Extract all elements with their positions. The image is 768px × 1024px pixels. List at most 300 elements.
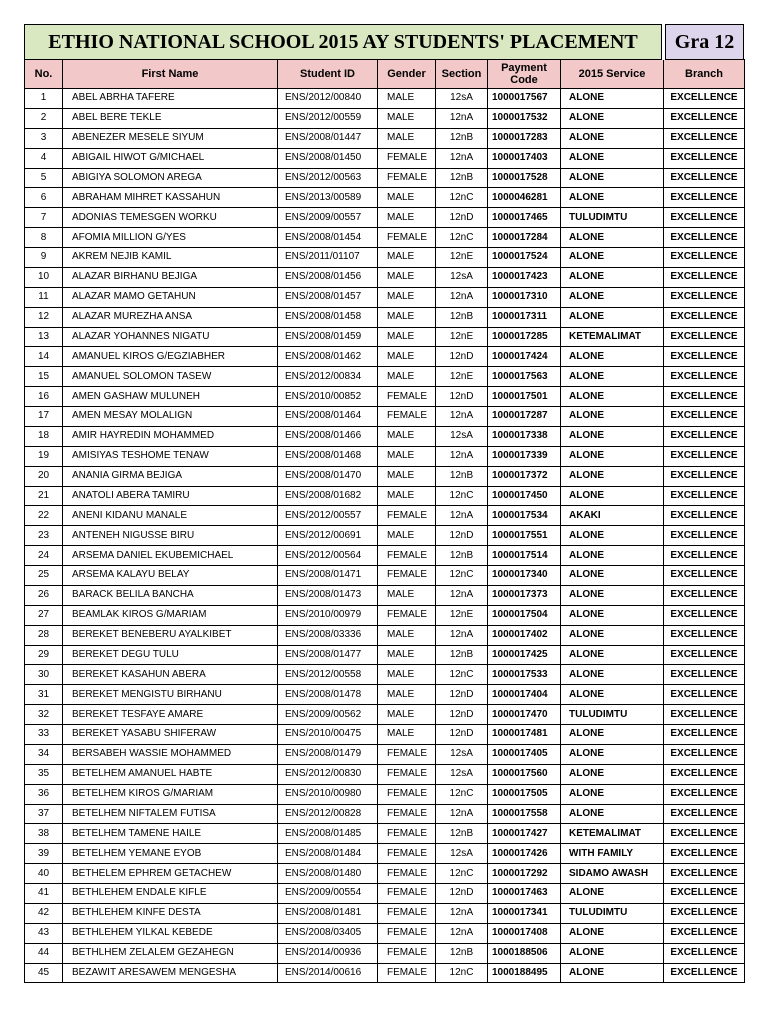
section-cell: 12nB bbox=[436, 168, 488, 188]
row-number: 22 bbox=[25, 506, 63, 526]
placement-table bbox=[24, 59, 745, 983]
payment-code-cell: 1000017534 bbox=[488, 506, 561, 526]
row-number: 15 bbox=[25, 367, 63, 387]
section-cell: 12nA bbox=[436, 625, 488, 645]
first-name-cell: AMANUEL KIROS G/EGZIABHER bbox=[63, 347, 278, 367]
table-row bbox=[25, 387, 745, 407]
section-cell: 12nC bbox=[436, 228, 488, 248]
section-cell: 12nA bbox=[436, 506, 488, 526]
student-id-cell: ENS/2012/00834 bbox=[278, 367, 378, 387]
service-cell: ALONE bbox=[561, 426, 664, 446]
payment-code-cell: 1000017567 bbox=[488, 89, 561, 109]
student-id-cell: ENS/2008/01457 bbox=[278, 287, 378, 307]
first-name-cell: BEREKET BENEBERU AYALKIBET bbox=[63, 625, 278, 645]
table-row bbox=[25, 128, 745, 148]
table-row bbox=[25, 267, 745, 287]
section-cell: 12nE bbox=[436, 367, 488, 387]
gender-cell: FEMALE bbox=[378, 744, 436, 764]
service-cell: ALONE bbox=[561, 367, 664, 387]
student-id-cell: ENS/2014/00616 bbox=[278, 963, 378, 983]
student-id-cell: ENS/2008/01458 bbox=[278, 307, 378, 327]
table-row bbox=[25, 784, 745, 804]
gender-cell: MALE bbox=[378, 486, 436, 506]
service-cell: ALONE bbox=[561, 605, 664, 625]
first-name-cell: ABENEZER MESELE SIYUM bbox=[63, 128, 278, 148]
first-name-cell: BEZAWIT ARESAWEM MENGESHA bbox=[63, 963, 278, 983]
first-name-cell: ANATOLI ABERA TAMIRU bbox=[63, 486, 278, 506]
col-header-service: 2015 Service bbox=[561, 60, 664, 89]
section-cell: 12nC bbox=[436, 486, 488, 506]
payment-code-cell: 1000017373 bbox=[488, 585, 561, 605]
gender-cell: MALE bbox=[378, 625, 436, 645]
branch-cell: EXCELLENCE bbox=[664, 645, 745, 665]
branch-cell: EXCELLENCE bbox=[664, 804, 745, 824]
table-row bbox=[25, 605, 745, 625]
branch-cell: EXCELLENCE bbox=[664, 665, 745, 685]
first-name-cell: ANANIA GIRMA BEJIGA bbox=[63, 466, 278, 486]
section-cell: 12nD bbox=[436, 387, 488, 407]
payment-code-cell: 1000017339 bbox=[488, 446, 561, 466]
first-name-cell: ALAZAR BIRHANU BEJIGA bbox=[63, 267, 278, 287]
first-name-cell: BETHLEHEM ENDALE KIFLE bbox=[63, 884, 278, 904]
gender-cell: MALE bbox=[378, 526, 436, 546]
row-number: 33 bbox=[25, 725, 63, 745]
gender-cell: MALE bbox=[378, 188, 436, 208]
gender-cell: MALE bbox=[378, 108, 436, 128]
table-row bbox=[25, 943, 745, 963]
student-id-cell: ENS/2012/00559 bbox=[278, 108, 378, 128]
row-number: 17 bbox=[25, 407, 63, 427]
table-row bbox=[25, 248, 745, 268]
first-name-cell: ABIGIYA SOLOMON AREGA bbox=[63, 168, 278, 188]
table-row bbox=[25, 168, 745, 188]
service-cell: ALONE bbox=[561, 228, 664, 248]
section-cell: 12nB bbox=[436, 466, 488, 486]
service-cell: ALONE bbox=[561, 665, 664, 685]
service-cell: ALONE bbox=[561, 347, 664, 367]
payment-code-cell: 1000017563 bbox=[488, 367, 561, 387]
table-row bbox=[25, 367, 745, 387]
payment-code-cell: 1000017426 bbox=[488, 844, 561, 864]
table-row bbox=[25, 208, 745, 228]
first-name-cell: AMANUEL SOLOMON TASEW bbox=[63, 367, 278, 387]
branch-cell: EXCELLENCE bbox=[664, 943, 745, 963]
payment-code-cell: 1000017310 bbox=[488, 287, 561, 307]
service-cell: ALONE bbox=[561, 387, 664, 407]
table-row bbox=[25, 804, 745, 824]
gender-cell: FEMALE bbox=[378, 148, 436, 168]
row-number: 23 bbox=[25, 526, 63, 546]
row-number: 8 bbox=[25, 228, 63, 248]
row-number: 10 bbox=[25, 267, 63, 287]
row-number: 29 bbox=[25, 645, 63, 665]
col-header-no: No. bbox=[25, 60, 63, 89]
branch-cell: EXCELLENCE bbox=[664, 387, 745, 407]
student-id-cell: ENS/2010/00852 bbox=[278, 387, 378, 407]
student-id-cell: ENS/2010/00980 bbox=[278, 784, 378, 804]
student-id-cell: ENS/2008/01481 bbox=[278, 903, 378, 923]
gender-cell: FEMALE bbox=[378, 963, 436, 983]
branch-cell: EXCELLENCE bbox=[664, 188, 745, 208]
section-cell: 12nB bbox=[436, 824, 488, 844]
table-row bbox=[25, 108, 745, 128]
gender-cell: MALE bbox=[378, 307, 436, 327]
row-number: 4 bbox=[25, 148, 63, 168]
student-id-cell: ENS/2010/00979 bbox=[278, 605, 378, 625]
gender-cell: MALE bbox=[378, 685, 436, 705]
section-cell: 12sA bbox=[436, 426, 488, 446]
row-number: 32 bbox=[25, 705, 63, 725]
gender-cell: FEMALE bbox=[378, 605, 436, 625]
first-name-cell: BETELHEM KIROS G/MARIAM bbox=[63, 784, 278, 804]
table-row bbox=[25, 506, 745, 526]
gender-cell: MALE bbox=[378, 585, 436, 605]
student-id-cell: ENS/2008/01471 bbox=[278, 566, 378, 586]
col-header-first-name: First Name bbox=[63, 60, 278, 89]
gender-cell: MALE bbox=[378, 208, 436, 228]
branch-cell: EXCELLENCE bbox=[664, 546, 745, 566]
row-number: 21 bbox=[25, 486, 63, 506]
col-header-section: Section bbox=[436, 60, 488, 89]
row-number: 9 bbox=[25, 248, 63, 268]
payment-code-cell: 1000017311 bbox=[488, 307, 561, 327]
gender-cell: MALE bbox=[378, 89, 436, 109]
payment-code-cell: 1000017501 bbox=[488, 387, 561, 407]
gender-cell: MALE bbox=[378, 725, 436, 745]
first-name-cell: AMEN MESAY MOLALIGN bbox=[63, 407, 278, 427]
first-name-cell: ARSEMA KALAYU BELAY bbox=[63, 566, 278, 586]
gender-cell: FEMALE bbox=[378, 407, 436, 427]
row-number: 37 bbox=[25, 804, 63, 824]
branch-cell: EXCELLENCE bbox=[664, 784, 745, 804]
table-row bbox=[25, 546, 745, 566]
branch-cell: EXCELLENCE bbox=[664, 466, 745, 486]
student-id-cell: ENS/2008/01456 bbox=[278, 267, 378, 287]
section-cell: 12nB bbox=[436, 546, 488, 566]
branch-cell: EXCELLENCE bbox=[664, 446, 745, 466]
table-row bbox=[25, 426, 745, 446]
first-name-cell: BETHLEHEM KINFE DESTA bbox=[63, 903, 278, 923]
table-row bbox=[25, 89, 745, 109]
first-name-cell: BEREKET KASAHUN ABERA bbox=[63, 665, 278, 685]
service-cell: ALONE bbox=[561, 585, 664, 605]
payment-code-cell: 1000017481 bbox=[488, 725, 561, 745]
first-name-cell: ARSEMA DANIEL EKUBEMICHAEL bbox=[63, 546, 278, 566]
table-row bbox=[25, 824, 745, 844]
branch-cell: EXCELLENCE bbox=[664, 506, 745, 526]
student-id-cell: ENS/2008/01470 bbox=[278, 466, 378, 486]
student-id-cell: ENS/2012/00564 bbox=[278, 546, 378, 566]
row-number: 45 bbox=[25, 963, 63, 983]
row-number: 30 bbox=[25, 665, 63, 685]
section-cell: 12nB bbox=[436, 128, 488, 148]
service-cell: ALONE bbox=[561, 168, 664, 188]
section-cell: 12nD bbox=[436, 347, 488, 367]
row-number: 31 bbox=[25, 685, 63, 705]
table-row bbox=[25, 685, 745, 705]
student-id-cell: ENS/2008/01473 bbox=[278, 585, 378, 605]
first-name-cell: ADONIAS TEMESGEN WORKU bbox=[63, 208, 278, 228]
section-cell: 12nE bbox=[436, 327, 488, 347]
section-cell: 12sA bbox=[436, 89, 488, 109]
student-id-cell: ENS/2014/00936 bbox=[278, 943, 378, 963]
payment-code-cell: 1000017338 bbox=[488, 426, 561, 446]
first-name-cell: ALAZAR MAMO GETAHUN bbox=[63, 287, 278, 307]
row-number: 26 bbox=[25, 585, 63, 605]
first-name-cell: BEREKET YASABU SHIFERAW bbox=[63, 725, 278, 745]
placement-sheet bbox=[24, 24, 744, 983]
row-number: 5 bbox=[25, 168, 63, 188]
student-id-cell: ENS/2012/00563 bbox=[278, 168, 378, 188]
gender-cell: FEMALE bbox=[378, 228, 436, 248]
service-cell: ALONE bbox=[561, 645, 664, 665]
service-cell: ALONE bbox=[561, 248, 664, 268]
row-number: 24 bbox=[25, 546, 63, 566]
row-number: 1 bbox=[25, 89, 63, 109]
col-header-payment-code-text: Payment Code bbox=[501, 62, 547, 86]
section-cell: 12nA bbox=[436, 923, 488, 943]
table-row bbox=[25, 903, 745, 923]
section-cell: 12nC bbox=[436, 665, 488, 685]
payment-code-cell: 1000017287 bbox=[488, 407, 561, 427]
first-name-cell: ABEL BERE TEKLE bbox=[63, 108, 278, 128]
row-number: 34 bbox=[25, 744, 63, 764]
student-id-cell: ENS/2008/03405 bbox=[278, 923, 378, 943]
first-name-cell: ALAZAR YOHANNES NIGATU bbox=[63, 327, 278, 347]
service-cell: WITH FAMILY bbox=[561, 844, 664, 864]
service-cell: AKAKI bbox=[561, 506, 664, 526]
section-cell: 12nD bbox=[436, 208, 488, 228]
payment-code-cell: 1000017427 bbox=[488, 824, 561, 844]
branch-cell: EXCELLENCE bbox=[664, 744, 745, 764]
payment-code-cell: 1000017292 bbox=[488, 864, 561, 884]
first-name-cell: ABRAHAM MIHRET KASSAHUN bbox=[63, 188, 278, 208]
service-cell: ALONE bbox=[561, 744, 664, 764]
table-body bbox=[25, 89, 745, 983]
section-cell: 12sA bbox=[436, 764, 488, 784]
first-name-cell: AKREM NEJIB KAMIL bbox=[63, 248, 278, 268]
service-cell: KETEMALIMAT bbox=[561, 327, 664, 347]
branch-cell: EXCELLENCE bbox=[664, 148, 745, 168]
student-id-cell: ENS/2008/01454 bbox=[278, 228, 378, 248]
branch-cell: EXCELLENCE bbox=[664, 963, 745, 983]
table-row bbox=[25, 725, 745, 745]
service-cell: TULUDIMTU bbox=[561, 705, 664, 725]
payment-code-cell: 1000017423 bbox=[488, 267, 561, 287]
gender-cell: MALE bbox=[378, 367, 436, 387]
gender-cell: FEMALE bbox=[378, 784, 436, 804]
table-row bbox=[25, 884, 745, 904]
branch-cell: EXCELLENCE bbox=[664, 685, 745, 705]
section-cell: 12nA bbox=[436, 287, 488, 307]
table-row bbox=[25, 347, 745, 367]
gender-cell: FEMALE bbox=[378, 168, 436, 188]
first-name-cell: AMEN GASHAW MULUNEH bbox=[63, 387, 278, 407]
first-name-cell: ANTENEH NIGUSSE BIRU bbox=[63, 526, 278, 546]
service-cell: TULUDIMTU bbox=[561, 903, 664, 923]
service-cell: ALONE bbox=[561, 804, 664, 824]
col-header-branch: Branch bbox=[664, 60, 745, 89]
first-name-cell: ANENI KIDANU MANALE bbox=[63, 506, 278, 526]
first-name-cell: BARACK BELILA BANCHA bbox=[63, 585, 278, 605]
student-id-cell: ENS/2009/00554 bbox=[278, 884, 378, 904]
payment-code-cell: 1000017408 bbox=[488, 923, 561, 943]
service-cell: ALONE bbox=[561, 446, 664, 466]
student-id-cell: ENS/2008/01462 bbox=[278, 347, 378, 367]
branch-cell: EXCELLENCE bbox=[664, 128, 745, 148]
branch-cell: EXCELLENCE bbox=[664, 407, 745, 427]
payment-code-cell: 1000017533 bbox=[488, 665, 561, 685]
branch-cell: EXCELLENCE bbox=[664, 824, 745, 844]
service-cell: ALONE bbox=[561, 526, 664, 546]
first-name-cell: BETELHEM AMANUEL HABTE bbox=[63, 764, 278, 784]
payment-code-cell: 1000017558 bbox=[488, 804, 561, 824]
section-cell: 12nB bbox=[436, 307, 488, 327]
section-cell: 12nD bbox=[436, 685, 488, 705]
student-id-cell: ENS/2008/01479 bbox=[278, 744, 378, 764]
section-cell: 12sA bbox=[436, 267, 488, 287]
section-cell: 12nD bbox=[436, 526, 488, 546]
student-id-cell: ENS/2012/00830 bbox=[278, 764, 378, 784]
row-number: 12 bbox=[25, 307, 63, 327]
payment-code-cell: 1000017341 bbox=[488, 903, 561, 923]
table-row bbox=[25, 148, 745, 168]
gender-cell: FEMALE bbox=[378, 923, 436, 943]
student-id-cell: ENS/2008/03336 bbox=[278, 625, 378, 645]
row-number: 13 bbox=[25, 327, 63, 347]
table-row bbox=[25, 327, 745, 347]
branch-cell: EXCELLENCE bbox=[664, 486, 745, 506]
payment-code-cell: 1000017404 bbox=[488, 685, 561, 705]
section-cell: 12nC bbox=[436, 963, 488, 983]
student-id-cell: ENS/2009/00562 bbox=[278, 705, 378, 725]
service-cell: ALONE bbox=[561, 89, 664, 109]
section-cell: 12nA bbox=[436, 903, 488, 923]
payment-code-cell: 1000017284 bbox=[488, 228, 561, 248]
grade-label: Gra 12 bbox=[665, 24, 744, 60]
payment-code-cell: 1000017560 bbox=[488, 764, 561, 784]
gender-cell: FEMALE bbox=[378, 506, 436, 526]
gender-cell: FEMALE bbox=[378, 884, 436, 904]
payment-code-cell: 1000017425 bbox=[488, 645, 561, 665]
row-number: 43 bbox=[25, 923, 63, 943]
service-cell: ALONE bbox=[561, 566, 664, 586]
section-cell: 12nD bbox=[436, 884, 488, 904]
gender-cell: FEMALE bbox=[378, 764, 436, 784]
service-cell: ALONE bbox=[561, 466, 664, 486]
row-number: 28 bbox=[25, 625, 63, 645]
section-cell: 12nC bbox=[436, 864, 488, 884]
col-header-student-id: Student ID bbox=[278, 60, 378, 89]
gender-cell: FEMALE bbox=[378, 804, 436, 824]
table-row bbox=[25, 188, 745, 208]
payment-code-cell: 1000017551 bbox=[488, 526, 561, 546]
payment-code-cell: 1000017532 bbox=[488, 108, 561, 128]
section-cell: 12nC bbox=[436, 188, 488, 208]
student-id-cell: ENS/2008/01468 bbox=[278, 446, 378, 466]
branch-cell: EXCELLENCE bbox=[664, 89, 745, 109]
branch-cell: EXCELLENCE bbox=[664, 248, 745, 268]
branch-cell: EXCELLENCE bbox=[664, 625, 745, 645]
gender-cell: FEMALE bbox=[378, 387, 436, 407]
gender-cell: FEMALE bbox=[378, 903, 436, 923]
row-number: 18 bbox=[25, 426, 63, 446]
first-name-cell: BETELHEM NIFTALEM FUTISA bbox=[63, 804, 278, 824]
gender-cell: MALE bbox=[378, 287, 436, 307]
row-number: 41 bbox=[25, 884, 63, 904]
gender-cell: MALE bbox=[378, 248, 436, 268]
payment-code-cell: 1000017463 bbox=[488, 884, 561, 904]
service-cell: ALONE bbox=[561, 546, 664, 566]
branch-cell: EXCELLENCE bbox=[664, 168, 745, 188]
branch-cell: EXCELLENCE bbox=[664, 585, 745, 605]
row-number: 44 bbox=[25, 943, 63, 963]
section-cell: 12nA bbox=[436, 148, 488, 168]
title-row bbox=[24, 24, 744, 60]
row-number: 38 bbox=[25, 824, 63, 844]
branch-cell: EXCELLENCE bbox=[664, 526, 745, 546]
service-cell: ALONE bbox=[561, 188, 664, 208]
table-row bbox=[25, 963, 745, 983]
service-cell: ALONE bbox=[561, 764, 664, 784]
first-name-cell: BEREKET TESFAYE AMARE bbox=[63, 705, 278, 725]
first-name-cell: AFOMIA MILLION G/YES bbox=[63, 228, 278, 248]
student-id-cell: ENS/2011/01107 bbox=[278, 248, 378, 268]
gender-cell: FEMALE bbox=[378, 943, 436, 963]
student-id-cell: ENS/2013/00589 bbox=[278, 188, 378, 208]
branch-cell: EXCELLENCE bbox=[664, 367, 745, 387]
service-cell: ALONE bbox=[561, 725, 664, 745]
col-header-gender: Gender bbox=[378, 60, 436, 89]
branch-cell: EXCELLENCE bbox=[664, 307, 745, 327]
branch-cell: EXCELLENCE bbox=[664, 208, 745, 228]
service-cell: ALONE bbox=[561, 307, 664, 327]
section-cell: 12nB bbox=[436, 645, 488, 665]
first-name-cell: AMISIYAS TESHOME TENAW bbox=[63, 446, 278, 466]
payment-code-cell: 1000017424 bbox=[488, 347, 561, 367]
section-cell: 12nA bbox=[436, 804, 488, 824]
table-row bbox=[25, 705, 745, 725]
student-id-cell: ENS/2008/01459 bbox=[278, 327, 378, 347]
gender-cell: FEMALE bbox=[378, 566, 436, 586]
row-number: 36 bbox=[25, 784, 63, 804]
table-row bbox=[25, 844, 745, 864]
table-row bbox=[25, 466, 745, 486]
branch-cell: EXCELLENCE bbox=[664, 903, 745, 923]
first-name-cell: ABIGAIL HIWOT G/MICHAEL bbox=[63, 148, 278, 168]
section-cell: 12nC bbox=[436, 566, 488, 586]
gender-cell: MALE bbox=[378, 347, 436, 367]
payment-code-cell: 1000017504 bbox=[488, 605, 561, 625]
section-cell: 12nA bbox=[436, 585, 488, 605]
service-cell: ALONE bbox=[561, 943, 664, 963]
branch-cell: EXCELLENCE bbox=[664, 327, 745, 347]
section-cell: 12sA bbox=[436, 744, 488, 764]
row-number: 2 bbox=[25, 108, 63, 128]
branch-cell: EXCELLENCE bbox=[664, 864, 745, 884]
branch-cell: EXCELLENCE bbox=[664, 267, 745, 287]
gender-cell: MALE bbox=[378, 327, 436, 347]
gender-cell: MALE bbox=[378, 426, 436, 446]
payment-code-cell: 1000017528 bbox=[488, 168, 561, 188]
first-name-cell: BEREKET MENGISTU BIRHANU bbox=[63, 685, 278, 705]
payment-code-cell: 1000188495 bbox=[488, 963, 561, 983]
row-number: 19 bbox=[25, 446, 63, 466]
service-cell: ALONE bbox=[561, 784, 664, 804]
payment-code-cell: 1000017465 bbox=[488, 208, 561, 228]
branch-cell: EXCELLENCE bbox=[664, 725, 745, 745]
first-name-cell: AMIR HAYREDIN MOHAMMED bbox=[63, 426, 278, 446]
